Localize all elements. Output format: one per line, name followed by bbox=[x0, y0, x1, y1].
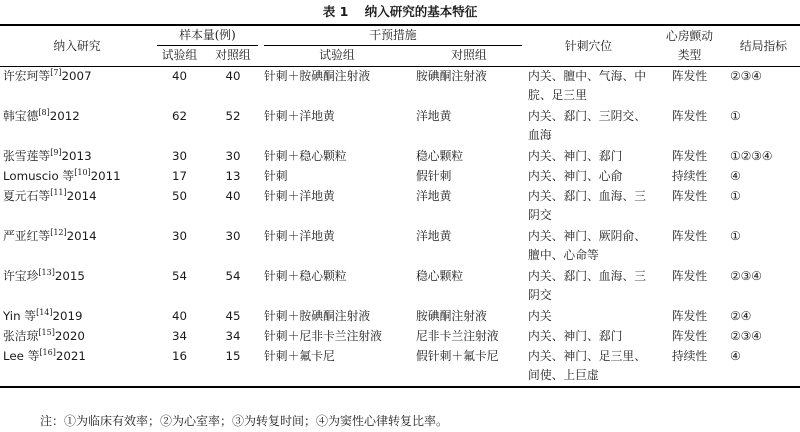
intervention-control-cell: 稳心颗粒 bbox=[416, 268, 464, 283]
table-number: 表 1 bbox=[322, 4, 349, 19]
intervention-trial-cell: 针刺＋洋地黄 bbox=[264, 108, 335, 123]
study-cell: 许宝珍[13]2015 bbox=[3, 267, 85, 283]
outcomes-cell: ④ bbox=[730, 168, 741, 183]
header-acupoints: 针刺穴位 bbox=[525, 25, 652, 67]
header-outcomes: 结局指标 bbox=[727, 25, 800, 67]
n-control-cell: 30 bbox=[225, 148, 241, 163]
intervention-control-cell: 假针刺 bbox=[416, 168, 452, 183]
intervention-control-cell: 尼非卡兰注射液 bbox=[416, 328, 499, 343]
n-trial-cell: 17 bbox=[171, 168, 187, 183]
acupoints-cell: 内关、神门、郄门 bbox=[528, 148, 623, 163]
table-row bbox=[0, 187, 800, 227]
header-sample-size: 样本量(例) bbox=[157, 26, 258, 46]
acupoints-cell: 内关、郄门、血海、三阴交 bbox=[528, 188, 646, 222]
intervention-trial-cell: 针刺＋胺碘酮注射液 bbox=[264, 69, 371, 83]
outcomes-cell: ① bbox=[730, 188, 741, 203]
table-row bbox=[0, 227, 800, 267]
acupoints-cell: 内关、神门、厥阴俞、膻中、心命等 bbox=[528, 228, 646, 262]
study-cell: 夏元石等[11]2014 bbox=[3, 187, 97, 203]
study-cell: 张雪莲等[9]2013 bbox=[3, 147, 92, 163]
af-type-cell: 阵发性 bbox=[671, 228, 708, 243]
af-type-cell: 阵发性 bbox=[671, 308, 708, 323]
outcomes-cell: ②③④ bbox=[730, 69, 762, 83]
n-control-cell: 40 bbox=[225, 188, 241, 203]
af-type-cell: 阵发性 bbox=[671, 188, 708, 203]
n-trial-cell: 62 bbox=[171, 108, 187, 123]
outcomes-cell: ① bbox=[730, 108, 741, 123]
outcomes-cell: ②④ bbox=[730, 308, 752, 323]
af-type-cell: 阵发性 bbox=[671, 268, 708, 283]
outcomes-cell: ②③④ bbox=[730, 268, 762, 283]
n-control-cell: 30 bbox=[225, 228, 241, 243]
table-row bbox=[0, 67, 800, 107]
n-trial-cell: 30 bbox=[171, 148, 187, 163]
study-cell: 韩宝德[8]2012 bbox=[3, 107, 80, 123]
header-study: 纳入研究 bbox=[0, 25, 154, 67]
n-trial-cell: 40 bbox=[171, 69, 187, 83]
n-control-cell: 54 bbox=[225, 268, 241, 283]
intervention-control-cell: 洋地黄 bbox=[416, 228, 452, 243]
intervention-trial-cell: 针刺＋胺碘酮注射液 bbox=[264, 308, 371, 323]
n-control-cell: 34 bbox=[225, 328, 241, 343]
header-intervention: 干预措施 bbox=[264, 26, 522, 46]
table-row bbox=[0, 307, 800, 327]
intervention-trial-cell: 针刺＋稳心颗粒 bbox=[264, 148, 347, 163]
intervention-trial-cell: 针刺＋氟卡尼 bbox=[264, 348, 335, 363]
acupoints-cell: 内关、膻中、气海、中脘、足三里 bbox=[528, 69, 646, 102]
outcomes-cell: ①②③④ bbox=[730, 148, 773, 163]
intervention-control-cell: 洋地黄 bbox=[416, 188, 452, 203]
table-row bbox=[0, 267, 800, 307]
af-type-cell: 阵发性 bbox=[671, 108, 708, 123]
acupoints-cell: 内关、神门、心俞 bbox=[528, 168, 623, 183]
intervention-control-cell: 稳心颗粒 bbox=[416, 148, 464, 163]
n-control-cell: 15 bbox=[225, 348, 241, 363]
acupoints-cell: 内关、神门、足三里、间使、上巨虚 bbox=[528, 348, 646, 382]
study-cell: Lomuscio 等[10]2011 bbox=[3, 167, 121, 183]
study-cell: Yin 等[14]2019 bbox=[3, 307, 83, 323]
intervention-control-cell: 胺碘酮注射液 bbox=[416, 308, 487, 323]
af-type-cell: 持续性 bbox=[671, 348, 708, 363]
n-trial-cell: 40 bbox=[171, 308, 187, 323]
study-cell: 许宏珂等[7]2007 bbox=[3, 68, 92, 83]
table-row bbox=[0, 327, 800, 347]
acupoints-cell: 内关、郄门、血海、三阴交 bbox=[528, 268, 646, 302]
n-trial-cell: 16 bbox=[171, 348, 187, 363]
outcomes-cell: ① bbox=[730, 228, 741, 243]
table-caption bbox=[0, 2, 800, 20]
n-trial-cell: 50 bbox=[171, 188, 187, 203]
study-cell: 张洁琼[15]2020 bbox=[3, 327, 85, 343]
n-control-cell: 52 bbox=[225, 108, 241, 123]
intervention-trial-cell: 针刺 bbox=[264, 168, 288, 183]
n-control-cell: 13 bbox=[225, 168, 241, 183]
header-sample-control: 对照组 bbox=[215, 48, 251, 62]
header-af-type-line2: 类型 bbox=[677, 48, 702, 62]
outcomes-cell: ④ bbox=[730, 348, 741, 363]
table-row bbox=[0, 347, 800, 387]
table-footnote: 注：①为临床有效率；②为心室率；③为转复时间；④为窦性心律转复比率。 bbox=[40, 414, 449, 428]
af-type-cell: 阵发性 bbox=[671, 69, 708, 83]
acupoints-cell: 内关 bbox=[528, 308, 552, 323]
header-intervention-trial: 试验组 bbox=[319, 48, 355, 62]
outcomes-cell: ②③④ bbox=[730, 328, 762, 343]
af-type-cell: 持续性 bbox=[671, 168, 708, 183]
header-row-1 bbox=[0, 25, 800, 46]
study-cell: Lee 等[16]2021 bbox=[3, 347, 86, 363]
table-row bbox=[0, 147, 800, 167]
header-af-type-line1: 心房颤动 bbox=[665, 29, 714, 43]
study-characteristics-table bbox=[0, 24, 800, 388]
intervention-control-cell: 胺碘酮注射液 bbox=[416, 69, 487, 83]
n-control-cell: 40 bbox=[225, 69, 241, 83]
table-row bbox=[0, 167, 800, 187]
intervention-trial-cell: 针刺＋洋地黄 bbox=[264, 228, 335, 243]
header-intervention-control: 对照组 bbox=[451, 48, 487, 62]
study-cell: 严亚红等[12]2014 bbox=[3, 227, 97, 243]
acupoints-cell: 内关、郄门、三阴交、血海 bbox=[528, 108, 646, 142]
intervention-trial-cell: 针刺＋稳心颗粒 bbox=[264, 268, 347, 283]
intervention-trial-cell: 针刺＋尼非卡兰注射液 bbox=[264, 328, 382, 343]
acupoints-cell: 内关、神门、郄门 bbox=[528, 328, 623, 343]
intervention-control-cell: 洋地黄 bbox=[416, 108, 452, 123]
af-type-cell: 阵发性 bbox=[671, 328, 708, 343]
n-trial-cell: 34 bbox=[171, 328, 187, 343]
table-title: 纳入研究的基本特征 bbox=[364, 4, 478, 19]
intervention-control-cell: 假针刺＋氟卡尼 bbox=[416, 348, 499, 363]
n-control-cell: 45 bbox=[225, 308, 241, 323]
n-trial-cell: 54 bbox=[171, 268, 187, 283]
af-type-cell: 阵发性 bbox=[671, 148, 708, 163]
intervention-trial-cell: 针刺＋洋地黄 bbox=[264, 188, 335, 203]
n-trial-cell: 30 bbox=[171, 228, 187, 243]
table-row bbox=[0, 107, 800, 147]
header-sample-trial: 试验组 bbox=[161, 48, 198, 62]
